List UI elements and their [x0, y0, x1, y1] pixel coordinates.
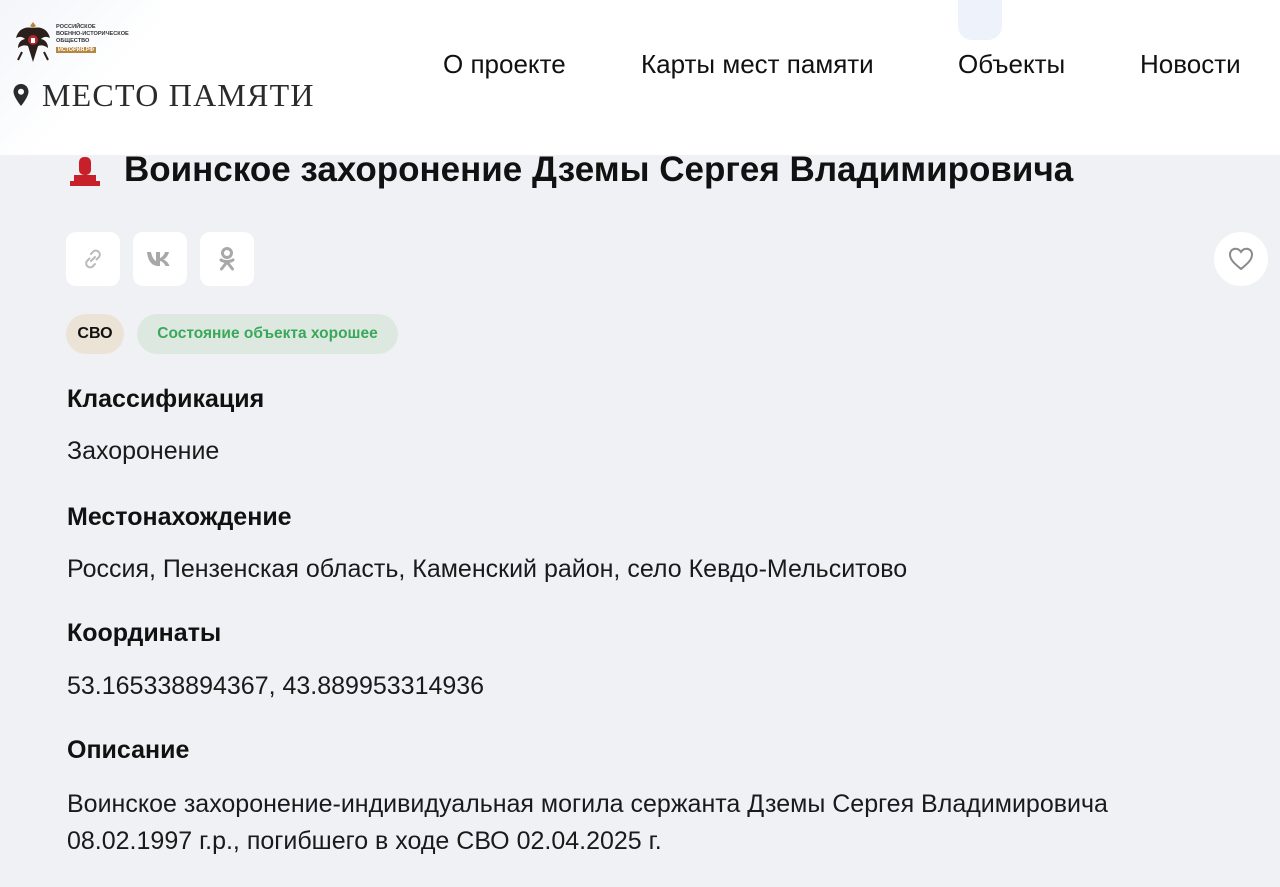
- site-logo[interactable]: [12, 78, 315, 112]
- header-decoration: [958, 0, 1002, 40]
- page-title: Воинское захоронение Дземы Сергея Владимировича: [124, 150, 1074, 189]
- double-headed-eagle-icon: [14, 18, 52, 64]
- grave-monument-icon: [68, 153, 102, 187]
- org-line: ВОЕННО-ИСТОРИЧЕСКОЕ: [56, 31, 129, 38]
- svo-badge: СВО: [66, 314, 124, 354]
- org-site: ИСТОРИЯ.РФ: [58, 46, 94, 53]
- nav-memory-maps[interactable]: Карты мест памяти: [641, 49, 874, 79]
- nav-objects[interactable]: Объекты: [958, 49, 1066, 79]
- classification-label: Классификация: [67, 385, 265, 413]
- link-icon: [80, 246, 106, 272]
- share-vk-button[interactable]: [133, 232, 187, 286]
- description-value: [67, 786, 1247, 860]
- heart-icon: [1227, 246, 1255, 272]
- location-label: Местонахождение: [67, 503, 292, 531]
- vk-icon: [145, 249, 175, 269]
- classification-value: Захоронение: [67, 437, 220, 465]
- coordinates-label: Координаты: [67, 619, 222, 647]
- ok-icon: [216, 245, 238, 273]
- copy-link-button[interactable]: [66, 232, 120, 286]
- nav-news[interactable]: Новости: [1140, 49, 1241, 79]
- share-ok-button[interactable]: [200, 232, 254, 286]
- coordinates-value: 53.165338894367, 43.889953314936: [67, 672, 485, 700]
- description-line: 08.02.1997 г.р., погибшего в ходе СВО 02.04.2025 г.: [67, 827, 662, 855]
- org-line: РОССИЙСКОЕ: [56, 24, 96, 30]
- description-line: Воинское захоронение-индивидуальная могила сержанта Дземы Сергея Владимировича: [67, 790, 1108, 818]
- map-pin-icon: [12, 83, 30, 107]
- location-value: Россия, Пензенская область, Каменский район, село Кевдо-Мельситово: [67, 555, 908, 583]
- favorite-button[interactable]: [1214, 232, 1268, 286]
- description-label: Описание: [67, 736, 190, 764]
- site-title: МЕСТО ПАМЯТИ: [42, 77, 315, 113]
- org-line: ОБЩЕСТВО: [56, 38, 90, 45]
- status-badge: Состояние объекта хорошее: [137, 314, 398, 354]
- rvio-org-name: [56, 24, 146, 54]
- site-header: [0, 0, 1280, 155]
- page-title-row: [68, 150, 1073, 190]
- nav-about[interactable]: О проекте: [443, 49, 566, 79]
